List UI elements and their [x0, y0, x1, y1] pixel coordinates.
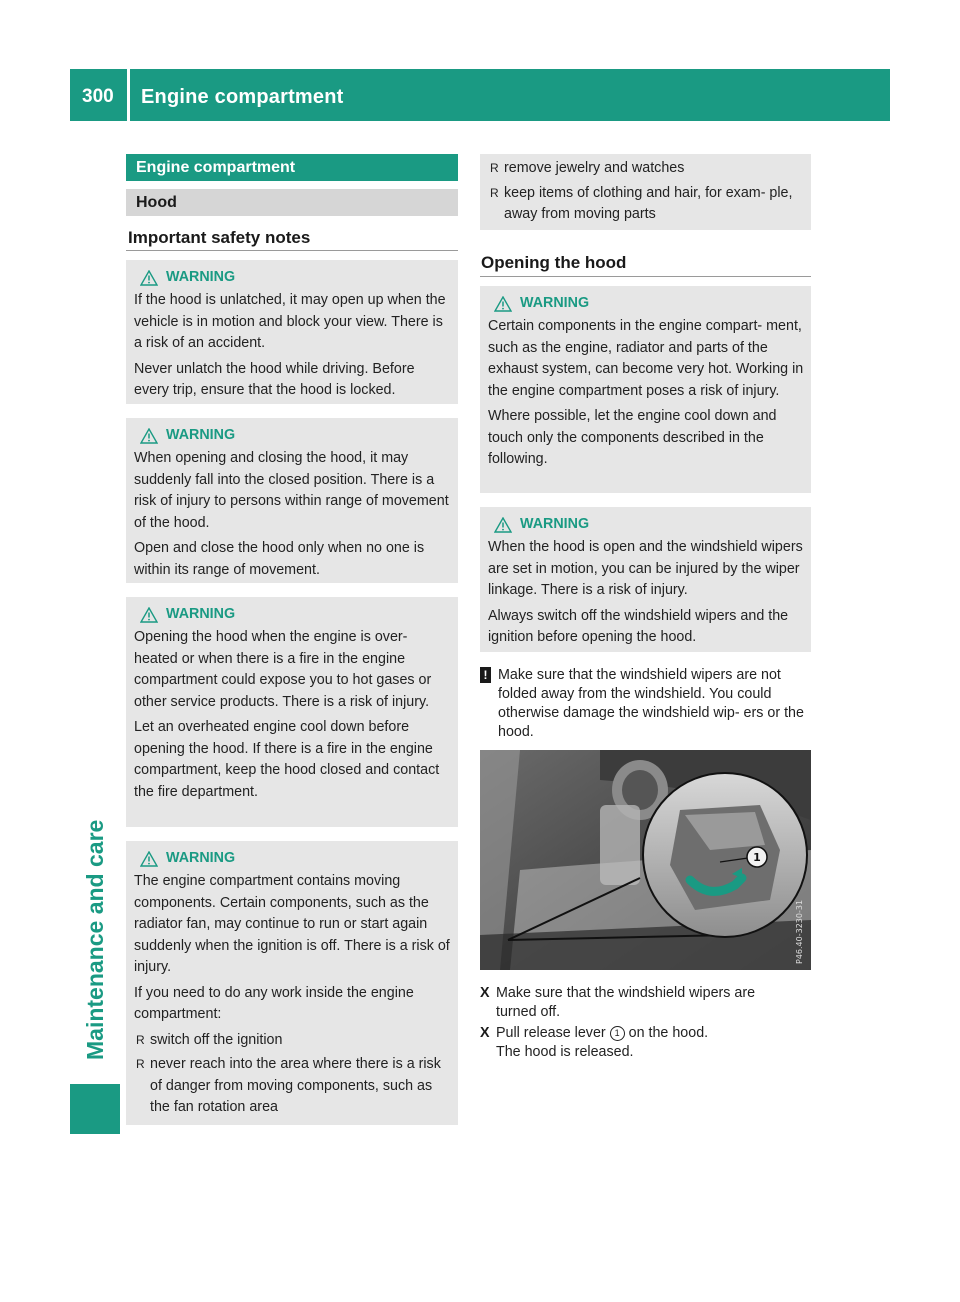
warning-title: WARNING — [140, 424, 452, 448]
warning-box — [480, 507, 811, 652]
caution-icon: ! — [480, 667, 491, 683]
warning-box-continued — [480, 154, 811, 230]
warning-text: Where possible, let the engine cool down and touch only the components described in the following. — [488, 408, 777, 467]
caution-note — [480, 666, 811, 742]
bullet-list — [134, 1030, 452, 1119]
warning-text: Always switch off the windshield wipers and the ignition before opening the hood. — [488, 607, 789, 645]
callout-ref-1: 1 — [610, 1026, 625, 1041]
warning-title: WARNING — [494, 292, 805, 316]
opening-hood-heading: Opening the hood — [481, 253, 627, 272]
warning-title: WARNING — [140, 603, 452, 627]
warning-title: WARNING — [140, 847, 452, 871]
heading-rule — [480, 276, 811, 277]
safety-notes-heading: Important safety notes — [128, 228, 311, 247]
warning-box — [126, 597, 458, 827]
warning-text: Certain components in the engine compart- ment, such as the engine, radiator and parts of the exhaust system, can become very hot. Working in the engine compartment poses a risk of injury. — [488, 318, 804, 399]
warning-text: If the hood is unlatched, it may open up when the vehicle is in motion and block your view. There is a risk of an accident. — [134, 292, 446, 351]
bullet-icon: R — [490, 185, 499, 200]
step-result: The hood is released. — [496, 1044, 634, 1060]
figure-code: P46.40-3230-31 — [795, 899, 804, 964]
figure-callout-1: 1 — [753, 851, 761, 864]
side-tab-marker — [70, 1084, 120, 1134]
warning-text: When the hood is open and the windshield wipers are set in motion, you can be injured by the wiper linkage. There is a risk of injury. — [488, 539, 803, 598]
warning-box — [126, 260, 458, 404]
hood-release-illustration — [480, 750, 811, 970]
step-item: X Make sure that the windshield wipers are turned off. — [480, 985, 756, 1020]
list-item: R never reach into the area where there is a risk of danger from moving components, such as the fan rotation area — [136, 1056, 441, 1115]
caution-text: Make sure that the windshield wipers are not folded away from the windshield. You could otherwise damage the windshield wip- ers or the hood. — [498, 667, 804, 740]
page-number: 300 — [82, 86, 114, 107]
warning-text: Opening the hood when the engine is over- heated or when there is a fire in the engine compartment could expose you to hot gases or other service products. There is a risk of injury. — [134, 629, 432, 710]
subsection-title: Hood — [126, 189, 458, 216]
warning-text: When opening and closing the hood, it may suddenly fall into the closed position. There is a risk of injury to persons within range of movement of the hood. — [134, 450, 449, 531]
warning-triangle-icon — [140, 851, 158, 867]
warning-text: Never unlatch the hood while driving. Before every trip, ensure that the hood is locked. — [134, 360, 415, 398]
warning-box — [480, 286, 811, 493]
bullet-list — [488, 158, 805, 226]
warning-text: If you need to do any work inside the engine compartment: — [134, 984, 414, 1022]
list-item: R switch off the ignition — [134, 1030, 452, 1052]
warning-box — [126, 418, 458, 583]
list-item: R remove jewelry and watches — [488, 158, 805, 180]
warning-text: Let an overheated engine cool down before opening the hood. If there is a fire in the engine compartment, keep the hood closed and contact the fire department. — [134, 719, 440, 800]
warning-title: WARNING — [140, 266, 452, 290]
warning-triangle-icon — [140, 607, 158, 623]
page-title: Engine compartment — [141, 86, 344, 108]
step-arrow-icon: X — [480, 1025, 490, 1041]
warning-triangle-icon — [140, 428, 158, 444]
warning-box — [126, 841, 458, 1125]
bullet-icon: R — [136, 1032, 145, 1047]
bullet-icon: R — [136, 1057, 145, 1071]
warning-triangle-icon — [494, 296, 512, 312]
bullet-icon: R — [490, 161, 499, 175]
warning-text: The engine compartment contains moving components. Certain components, such as the radiator fan, may continue to run or start again suddenly when the ignition is off. There is a risk of injury. — [134, 873, 450, 975]
list-item: R keep items of clothing and hair, for exam- ple, away from moving parts — [490, 184, 793, 222]
warning-title: WARNING — [494, 513, 805, 537]
step-item: X Pull release lever 1 on the hood. The hood is released. — [480, 1024, 811, 1062]
warning-triangle-icon — [140, 270, 158, 286]
step-arrow-icon: X — [480, 985, 490, 1001]
warning-text: Open and close the hood only when no one is within its range of movement. — [134, 540, 425, 578]
side-tab-label: Maintenance and care — [82, 819, 108, 1060]
header-divider — [127, 69, 130, 121]
warning-triangle-icon — [494, 517, 512, 533]
heading-rule — [126, 250, 458, 251]
hood-release-photo — [480, 750, 811, 970]
section-title: Engine compartment — [126, 154, 458, 181]
